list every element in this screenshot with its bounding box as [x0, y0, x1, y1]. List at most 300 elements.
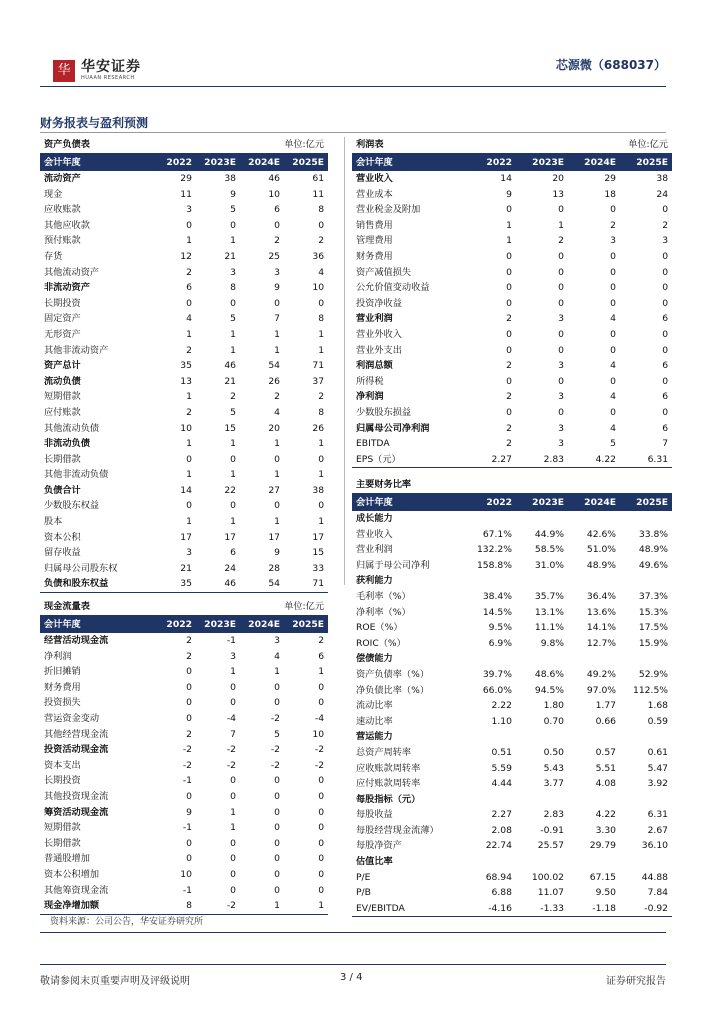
balance-sheet-table: [40, 137, 328, 593]
table-row: [40, 218, 328, 234]
row-label: 资本支出: [44, 759, 81, 771]
row-label: 每股指标（元）: [356, 793, 421, 805]
cell-value: 0: [274, 806, 281, 818]
cell-value: 0: [318, 297, 325, 309]
table-row: [352, 807, 672, 823]
row-label: 归属于母公司净利: [356, 559, 430, 571]
table-row: [40, 898, 328, 914]
cell-value: 10: [312, 282, 325, 294]
cell-value: 0: [318, 868, 325, 880]
cell-value: 0: [274, 853, 281, 865]
table-row: [352, 311, 672, 327]
cell-value: [464, 651, 516, 667]
cell-value: 17: [224, 531, 237, 543]
cell-value: 2: [186, 728, 192, 740]
cell-value: 6: [662, 360, 669, 372]
cell-value: 18: [604, 188, 617, 200]
cell-value: 35: [152, 576, 196, 592]
table-row: [352, 667, 672, 683]
table-row: [40, 202, 328, 218]
table-row: [352, 714, 672, 730]
row-label: 获利能力: [356, 575, 393, 587]
cell-value: [568, 854, 620, 870]
cell-value: 20: [552, 173, 565, 184]
cell-value: 0: [558, 282, 565, 294]
cell-value: 9.5%: [488, 622, 512, 634]
cell-value: 9.8%: [540, 637, 565, 649]
cell-value: 13: [180, 375, 192, 387]
cell-value: 0: [274, 453, 281, 465]
row-label: 非流动负债: [44, 438, 90, 450]
cell-value: 2: [274, 235, 281, 247]
cell-value: -2: [226, 744, 237, 756]
cell-value: 0: [318, 884, 325, 896]
table-row: [40, 296, 328, 312]
row-label: 长期投资: [44, 775, 81, 787]
table-row: [40, 280, 328, 296]
cell-value: 0: [230, 219, 237, 231]
cell-value: 36.10: [641, 840, 669, 852]
table-row: [352, 683, 672, 699]
cell-value: 2: [662, 219, 669, 231]
cell-value: 0: [230, 790, 237, 802]
cell-value: 1: [318, 666, 325, 678]
row-label: 营业收入: [356, 173, 393, 184]
table-row: [40, 633, 328, 649]
cell-value: 24: [224, 562, 237, 574]
cell-value: 61: [312, 173, 325, 184]
table-row: [40, 695, 328, 711]
cell-value: 26: [312, 422, 325, 434]
cell-value: 3: [230, 266, 237, 278]
cell-value: -1: [182, 775, 192, 787]
row-label: 短期借款: [44, 391, 81, 403]
cell-value: 1: [274, 344, 281, 356]
row-label: 管理费用: [356, 235, 393, 247]
cell-value: 29: [604, 173, 617, 184]
cell-value: 6: [186, 282, 192, 294]
cell-value: 0: [318, 500, 325, 512]
cell-value: 0: [318, 681, 325, 693]
cell-value: 1: [186, 438, 192, 450]
header-label: 会计年度: [40, 154, 152, 172]
cell-value: 0: [318, 453, 325, 465]
row-label: 其他经营现金流: [44, 728, 109, 740]
cell-value: 0: [558, 344, 565, 356]
cell-value: 15: [312, 547, 325, 559]
header-year: 2024E: [240, 616, 284, 634]
cell-value: 8: [318, 204, 325, 216]
cell-value: 94.5%: [534, 684, 565, 696]
cell-value: 10: [180, 422, 192, 434]
table-unit: [568, 477, 672, 494]
cell-value: 12.7%: [586, 637, 617, 649]
cell-value: [568, 792, 620, 808]
table-row: [352, 558, 672, 574]
row-label: ROE（%）: [356, 622, 403, 634]
cell-value: 2.67: [647, 824, 669, 836]
cell-value: 52.9%: [638, 668, 669, 680]
cell-value: 4.44: [491, 778, 512, 790]
cell-value: 2.83: [543, 809, 565, 821]
table-row: [40, 389, 328, 405]
cell-value: 1: [230, 822, 237, 834]
table-row: [40, 727, 328, 743]
data-source-note: 资料来源：公司公告，华安证券研究所: [50, 917, 204, 927]
table-row: [40, 883, 328, 899]
cell-value: 12: [180, 250, 192, 262]
table-header-row: [40, 616, 328, 634]
row-label: 留存收益: [44, 547, 81, 559]
cell-value: 4: [274, 650, 281, 662]
cell-value: 0: [274, 822, 281, 834]
row-label: 负债和股东权益: [40, 576, 152, 592]
cell-value: 0: [318, 853, 325, 865]
cell-value: 21: [224, 375, 237, 387]
cell-value: 33: [312, 562, 325, 574]
cell-value: 58.5%: [534, 544, 565, 556]
row-label: 应收账款周转率: [356, 762, 421, 774]
table-row: [352, 573, 672, 589]
row-label: 营业税金及附加: [356, 204, 421, 216]
cell-value: -1: [226, 635, 237, 646]
cell-value: [620, 792, 672, 808]
cell-value: 29.79: [589, 840, 617, 852]
cell-value: 37.3%: [638, 590, 669, 602]
cell-value: 0: [230, 297, 237, 309]
row-label: EBITDA: [356, 438, 390, 450]
cell-value: 25.57: [537, 840, 565, 852]
cell-value: [620, 651, 672, 667]
header-year: 2024E: [568, 494, 620, 512]
header-year: 2025E: [284, 154, 328, 172]
cell-value: 0: [610, 328, 617, 340]
row-label: 净利率（%）: [356, 606, 411, 618]
cell-value: 36: [312, 250, 325, 262]
table-row: [352, 776, 672, 792]
row-label: 毛利率（%）: [356, 590, 411, 602]
table-row: [352, 511, 672, 527]
cell-value: 0: [186, 500, 192, 512]
row-label: 其他流动资产: [44, 266, 100, 278]
cell-value: 1: [230, 469, 237, 481]
cell-value: 0: [506, 344, 512, 356]
cell-value: 0: [506, 328, 512, 340]
cell-value: 1: [230, 438, 237, 450]
cell-value: -4: [226, 712, 237, 724]
cell-value: -1: [182, 822, 192, 834]
row-label: 营运资金变动: [44, 712, 100, 724]
cell-value: 1: [186, 391, 192, 403]
cell-value: 3.92: [647, 778, 669, 790]
cell-value: 0: [230, 453, 237, 465]
cell-value: 6: [662, 422, 669, 434]
cell-value: 132.2%: [476, 544, 512, 556]
cell-value: -2: [314, 759, 325, 771]
cell-value: 2: [186, 635, 192, 646]
cell-value: 11: [180, 188, 192, 200]
row-label: 应付账款周转率: [356, 778, 421, 790]
cell-value: 17: [312, 531, 325, 543]
table-row: [40, 805, 328, 821]
row-label: 速动比率: [356, 715, 393, 727]
row-label: 偿债能力: [356, 653, 393, 665]
table-unit: 单位:亿元: [240, 599, 328, 616]
report-type: 证券研究报告: [606, 976, 666, 987]
cell-value: 1: [274, 438, 281, 450]
cell-value: 2: [506, 422, 512, 434]
cell-value: 97.0%: [586, 684, 617, 696]
table-row: [40, 680, 328, 696]
cell-value: -1: [182, 884, 192, 896]
cell-value: 0: [230, 868, 237, 880]
row-label: 其他非流动资产: [44, 344, 109, 356]
row-label: 每股经营现金流薄）: [356, 824, 439, 836]
table-row: [40, 187, 328, 203]
table-row: [352, 870, 672, 886]
cell-value: 28: [268, 562, 281, 574]
cell-value: 3: [274, 635, 281, 646]
cell-value: 8: [318, 406, 325, 418]
table-row: [40, 483, 328, 499]
cell-value: 0: [318, 806, 325, 818]
cell-value: 158.8%: [476, 559, 512, 571]
cell-value: 2: [186, 344, 192, 356]
cell-value: 0: [558, 250, 565, 262]
cell-value: 0: [662, 204, 669, 216]
cell-value: [464, 511, 516, 527]
cell-value: [516, 729, 568, 745]
table-row: [352, 792, 672, 808]
cell-value: 0: [610, 204, 617, 216]
row-label: 资本公积增加: [44, 868, 100, 880]
cell-value: 0: [230, 681, 237, 693]
table-row: [352, 296, 672, 312]
cell-value: [620, 573, 672, 589]
cell-value: 0: [230, 837, 237, 849]
cell-value: 5: [230, 313, 237, 325]
cell-value: 0: [186, 681, 192, 693]
cell-value: 0: [506, 375, 512, 387]
cell-value: 0: [610, 250, 617, 262]
row-label: 其他投资现金流: [44, 790, 109, 802]
table-row: [352, 605, 672, 621]
cell-value: 8: [230, 282, 237, 294]
table-title-row: [352, 137, 672, 154]
header-year: 2023E: [516, 494, 568, 512]
table-row: [40, 851, 328, 867]
row-label: 每股净资产: [356, 840, 402, 852]
row-label: EPS（元）: [352, 452, 464, 468]
cell-value: 2: [230, 391, 237, 403]
header-year: 2022: [152, 154, 196, 172]
cell-value: 7: [274, 313, 281, 325]
header-label: 会计年度: [352, 154, 464, 172]
table-title: 资产负债表: [40, 137, 240, 154]
row-label: 总资产周转率: [356, 746, 412, 758]
cell-value: 5.43: [543, 762, 565, 774]
row-label: 筹资活动现金流: [44, 806, 109, 818]
cell-value: 1: [186, 516, 192, 528]
cell-value: 1: [230, 344, 237, 356]
cell-value: 49.6%: [638, 559, 669, 571]
table-row: [40, 773, 328, 789]
table-row: [352, 620, 672, 636]
cell-value: 0: [274, 697, 281, 709]
cell-value: 2: [506, 313, 512, 325]
cell-value: 29: [180, 173, 192, 184]
cell-value: 3.30: [595, 824, 617, 836]
cell-value: 67.15: [589, 871, 617, 883]
cell-value: 9: [274, 547, 281, 559]
cell-value: 48.6%: [534, 668, 565, 680]
cell-value: 0: [274, 219, 281, 231]
cell-value: [568, 651, 620, 667]
table-row: [352, 589, 672, 605]
page-number: 3 / 4: [340, 972, 363, 983]
row-label: 归属母公司股东权: [44, 562, 118, 574]
cell-value: 100.02: [531, 871, 565, 883]
cell-value: 2.22: [491, 700, 512, 712]
cell-value: 10: [268, 188, 281, 200]
cell-value: 0: [274, 868, 281, 880]
cell-value: [620, 511, 672, 527]
cell-value: 0.66: [595, 715, 617, 727]
row-label: 少数股东损益: [356, 406, 412, 418]
cell-value: -2: [270, 759, 281, 771]
cell-value: 6: [662, 391, 669, 403]
table-title-row: [352, 477, 672, 494]
table-row: [352, 542, 672, 558]
table-row: [40, 436, 328, 452]
cell-value: 0.70: [543, 715, 565, 727]
cell-value: 3: [274, 266, 281, 278]
header-year: 2023E: [196, 154, 240, 172]
cell-value: 1: [318, 516, 325, 528]
table-row: [40, 171, 328, 187]
cell-value: [568, 729, 620, 745]
cell-value: 0: [506, 297, 512, 309]
cell-value: 6.31: [647, 809, 669, 821]
cell-value: 7: [662, 438, 669, 450]
cell-value: -2: [196, 898, 240, 914]
cell-value: 0: [186, 297, 192, 309]
brand-logo: [53, 60, 141, 82]
cell-value: 1: [274, 469, 281, 481]
cell-value: 71: [312, 360, 325, 372]
cell-value: 3: [558, 391, 565, 403]
row-label: P/E: [356, 871, 371, 883]
header-divider: [40, 86, 666, 87]
cell-value: 0: [662, 375, 669, 387]
cell-value: 44.9%: [534, 528, 565, 540]
cell-value: 38: [224, 173, 237, 184]
row-label: 存货: [44, 250, 63, 262]
cell-value: 14: [500, 173, 512, 184]
cell-value: 0: [558, 406, 565, 418]
cell-value: 14.1%: [586, 622, 617, 634]
header-year: 2022: [464, 494, 516, 512]
cell-value: 2: [558, 235, 565, 247]
cell-value: 0: [230, 500, 237, 512]
table-row: [352, 280, 672, 296]
cell-value: [516, 651, 568, 667]
cell-value: 6.88: [491, 887, 512, 899]
row-label: 无形资产: [44, 328, 81, 340]
cell-value: 35: [180, 360, 192, 372]
cell-value: 10: [180, 868, 192, 880]
cell-value: [568, 573, 620, 589]
cell-value: 0: [558, 328, 565, 340]
cell-value: 2: [506, 438, 512, 450]
table-row: [352, 249, 672, 265]
cell-value: 0: [230, 853, 237, 865]
table-row: [40, 467, 328, 483]
cell-value: 7.84: [647, 887, 669, 899]
cell-value: 2: [318, 235, 325, 247]
cell-value: 0: [274, 681, 281, 693]
cell-value: 2: [186, 406, 192, 418]
row-label: 流动资产: [44, 173, 81, 184]
cash-flow-table: [40, 599, 328, 915]
cell-value: [464, 792, 516, 808]
row-label: 资产减值损失: [356, 266, 412, 278]
cell-value: 4: [610, 360, 617, 372]
table-row: [352, 885, 672, 901]
cell-value: 6.31: [620, 452, 672, 468]
row-label: 流动负债: [44, 375, 81, 387]
cell-value: 0: [274, 775, 281, 787]
cell-value: 0.50: [543, 746, 565, 758]
cell-value: 25: [268, 250, 281, 262]
cell-value: 1: [240, 898, 284, 914]
table-unit: 单位:亿元: [240, 137, 328, 154]
cell-value: 1: [230, 328, 237, 340]
cell-value: 9: [274, 282, 281, 294]
table-title-row: [40, 137, 328, 154]
cell-value: 1: [274, 666, 281, 678]
cell-value: 0: [186, 453, 192, 465]
cell-value: 0: [610, 297, 617, 309]
cell-value: 3: [558, 422, 565, 434]
row-label: 营业成本: [356, 188, 393, 200]
cell-value: 4: [610, 391, 617, 403]
row-label: 应付账款: [44, 406, 81, 418]
cell-value: 4: [186, 313, 192, 325]
cell-value: [620, 729, 672, 745]
cell-value: 0: [610, 344, 617, 356]
table-row: [40, 664, 328, 680]
table-row: [40, 867, 328, 883]
table-row: [40, 530, 328, 546]
row-label: 净利润: [44, 650, 72, 662]
seal-icon: 华: [53, 60, 75, 82]
cell-value: 0: [506, 266, 512, 278]
row-label: 固定资产: [44, 313, 81, 325]
cell-value: 4.22: [595, 809, 617, 821]
cell-value: 9.50: [595, 887, 617, 899]
table-row: [352, 171, 672, 187]
row-label: 成长能力: [356, 513, 393, 524]
cell-value: 0: [274, 297, 281, 309]
header-year: 2023E: [196, 616, 240, 634]
header-label: 会计年度: [352, 494, 464, 512]
cell-value: 5: [274, 728, 281, 740]
row-label: 营业外支出: [356, 344, 402, 356]
table-title: 利润表: [352, 137, 568, 154]
cell-value: 2.27: [491, 809, 512, 821]
row-label: ROIC（%）: [356, 637, 406, 649]
